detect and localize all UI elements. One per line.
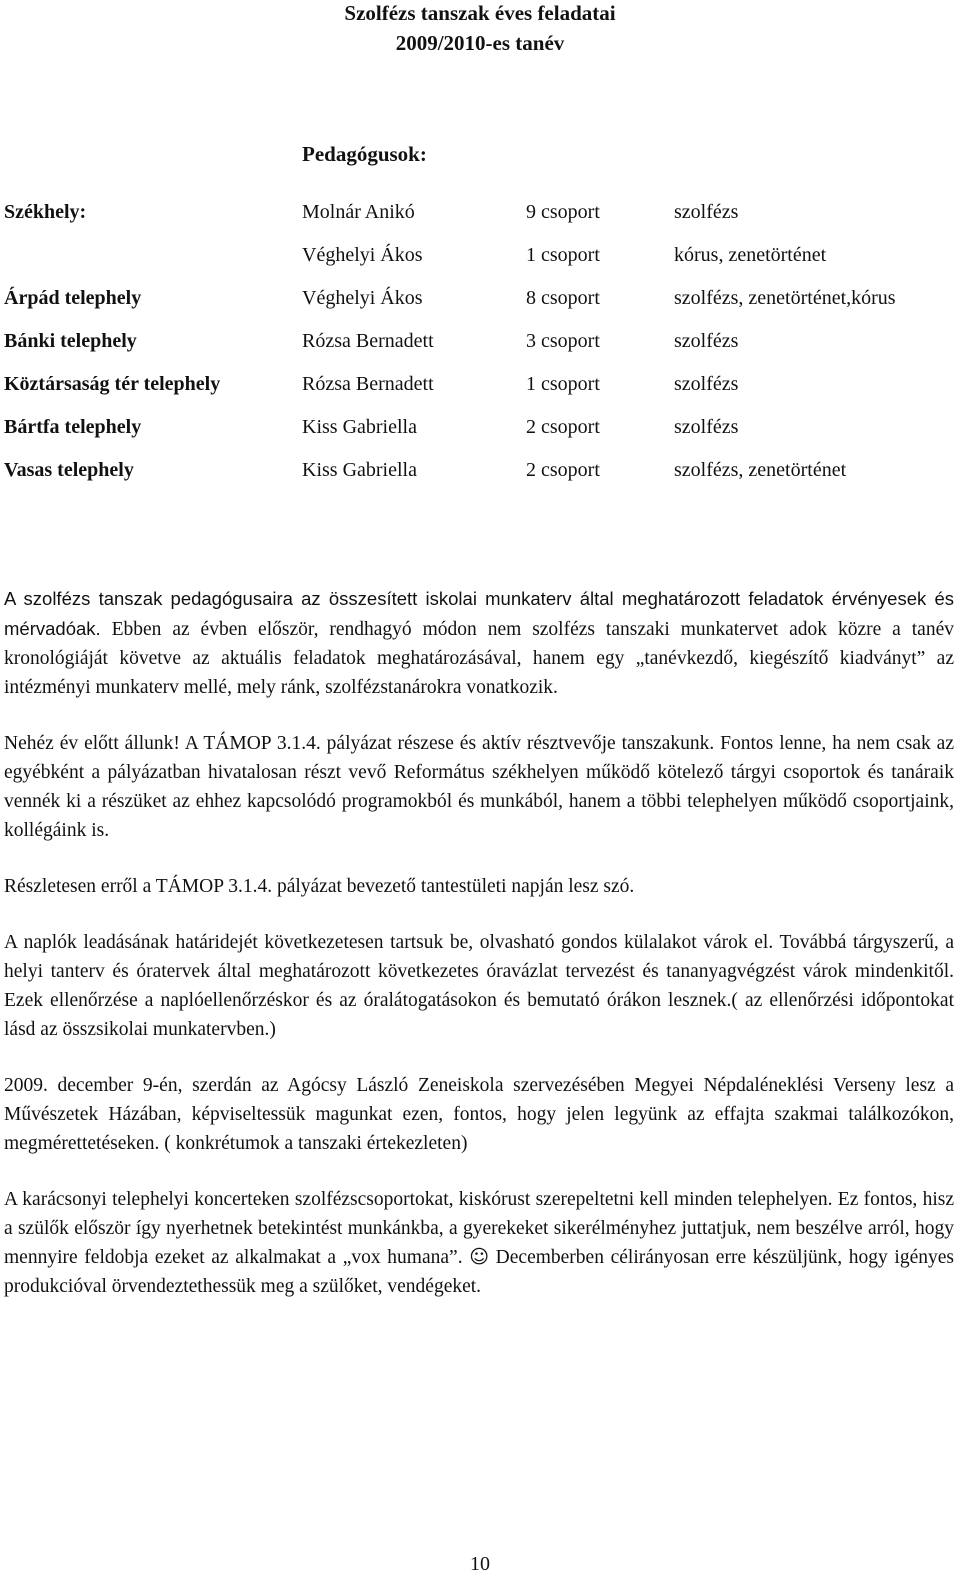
- staff-row: [0, 369, 960, 412]
- staff-site: Vasas telephely: [4, 459, 134, 481]
- christmas-text-1: A karácsonyi telephelyi koncerteken szolfézscsoportokat, kiskórust szerepeltetni kell minden telephelyen. Ez fontos, hisz a szülők először így nyerhetnek betekintést munkánkba, a gyerekeket sikerélményhez juttatjuk, nem beszélve arról, hogy mennyire feldobja ezeket az alkalmakat a „vox humana”.: [4, 1189, 954, 1268]
- tamop-paragraph: Nehéz év előtt állunk! A TÁMOP 3.1.4. pályázat részese és aktív résztvevője tanszakunk. Fontos lenne, ha nem csak az egyébként a pályázatban hivatalosan részt vevő Református székhelyen működő kötelező tárgyi csoportok és tanáraik vennék ki a részüket az ehhez kapcsolódó programokból és munkából, hanem a többi telephelyen működő csoportjaink, kollégáink is.: [4, 733, 954, 841]
- smiley-icon: ☺: [469, 1246, 490, 1268]
- pedagogues-heading: Pedagógusok:: [302, 142, 427, 166]
- staff-groups: 3 csoport: [526, 330, 600, 352]
- staff-subject: szolfézs: [674, 201, 739, 223]
- christmas-paragraph: [4, 1185, 954, 1301]
- details-paragraph: Részletesen erről a TÁMOP 3.1.4. pályázat bevezető tantestületi napján lesz szó.: [4, 876, 635, 897]
- staff-subject: kórus, zenetörténet: [674, 244, 827, 266]
- staff-row: [0, 240, 960, 283]
- staff-subject: szolfézs: [674, 416, 739, 438]
- staff-teacher: Kiss Gabriella: [302, 416, 417, 438]
- december-paragraph: 2009. december 9-én, szerdán az Agócsy László Zeneiskola szervezésében Megyei Népdaléneklési Verseny lesz a Művészetek Házában, képviseltessük magunkat ezen, fontos, hogy jelen legyünk az effajta szakmai találkozókon, megmérettetéseken. ( konkrétumok a tanszaki értekezleten): [4, 1075, 954, 1154]
- staff-teacher: Molnár Anikó: [302, 201, 415, 223]
- staff-groups: 2 csoport: [526, 416, 600, 438]
- intro-sentence-2: Ebben az évben először, rendhagyó módon nem szolfézs tanszaki munkatervet adok közre a tanév kronológiáját követve az aktuális feladatok meghatározásával, hanem egy „tanévkezdő, kiegészítő kiadványt” az intézményi munkaterv mellé, mely ránk, szolfézstanárokra vonatkozik.: [4, 619, 954, 698]
- staff-groups: 9 csoport: [526, 201, 600, 223]
- staff-teacher: Véghelyi Ákos: [302, 287, 423, 309]
- body-text: [4, 584, 954, 1301]
- staff-site: Bánki telephely: [4, 330, 137, 352]
- staff-teacher: Kiss Gabriella: [302, 459, 417, 481]
- staff-teacher: Véghelyi Ákos: [302, 244, 423, 266]
- document-title: [0, 0, 960, 58]
- intro-sentence-1: A szolfézs tanszak pedagógusaira az összesített iskolai munkaterv által meghatározott feladatok érvényesek és mérvadóak.: [4, 588, 954, 639]
- diaries-paragraph: A naplók leadásának határidejét következetesen tartsuk be, olvasható gondos külalakot várok el. Továbbá tárgyszerű, a helyi tanterv és óratervek által meghatározott következetes óravázlat tervezést és tananyagvégzést várok mindenkitől. Ezek ellenőrzése a naplóellenőrzéskor és az óralátogatásokon és bemutató órákon lesznek.( az ellenőrzési időpontokat lásd az összsikolai munkatervben.): [4, 932, 954, 1040]
- staff-subject: szolfézs, zenetörténet,kórus: [674, 287, 896, 309]
- staff-site: Árpád telephely: [4, 287, 142, 309]
- staff-site: Székhely:: [4, 201, 87, 223]
- staff-site: Köztársaság tér telephely: [4, 373, 221, 395]
- staff-row: [0, 326, 960, 369]
- title-line-1: Szolfézs tanszak éves feladatai: [344, 1, 616, 25]
- christmas-text-2: Decemberben célirányosan erre készüljünk, hogy igényes produkcióval örvendeztethessük meg a szülőket, vendégeket.: [4, 1247, 954, 1297]
- staff-site: Bártfa telephely: [4, 416, 142, 438]
- title-line-2: 2009/2010-es tanév: [395, 31, 565, 55]
- staff-row: [0, 283, 960, 326]
- staff-table: [0, 197, 960, 498]
- intro-paragraph: [4, 584, 954, 702]
- staff-teacher: Rózsa Bernadett: [302, 373, 434, 395]
- staff-row: [0, 455, 960, 498]
- staff-groups: 8 csoport: [526, 287, 600, 309]
- staff-groups: 1 csoport: [526, 244, 600, 266]
- staff-row: [0, 412, 960, 455]
- staff-teacher: Rózsa Bernadett: [302, 330, 434, 352]
- staff-subject: szolfézs: [674, 330, 739, 352]
- staff-subject: szolfézs: [674, 373, 739, 395]
- staff-groups: 1 csoport: [526, 373, 600, 395]
- staff-row: [0, 197, 960, 240]
- staff-subject: szolfézs, zenetörténet: [674, 459, 847, 481]
- staff-groups: 2 csoport: [526, 459, 600, 481]
- page-number: 10: [470, 1553, 490, 1575]
